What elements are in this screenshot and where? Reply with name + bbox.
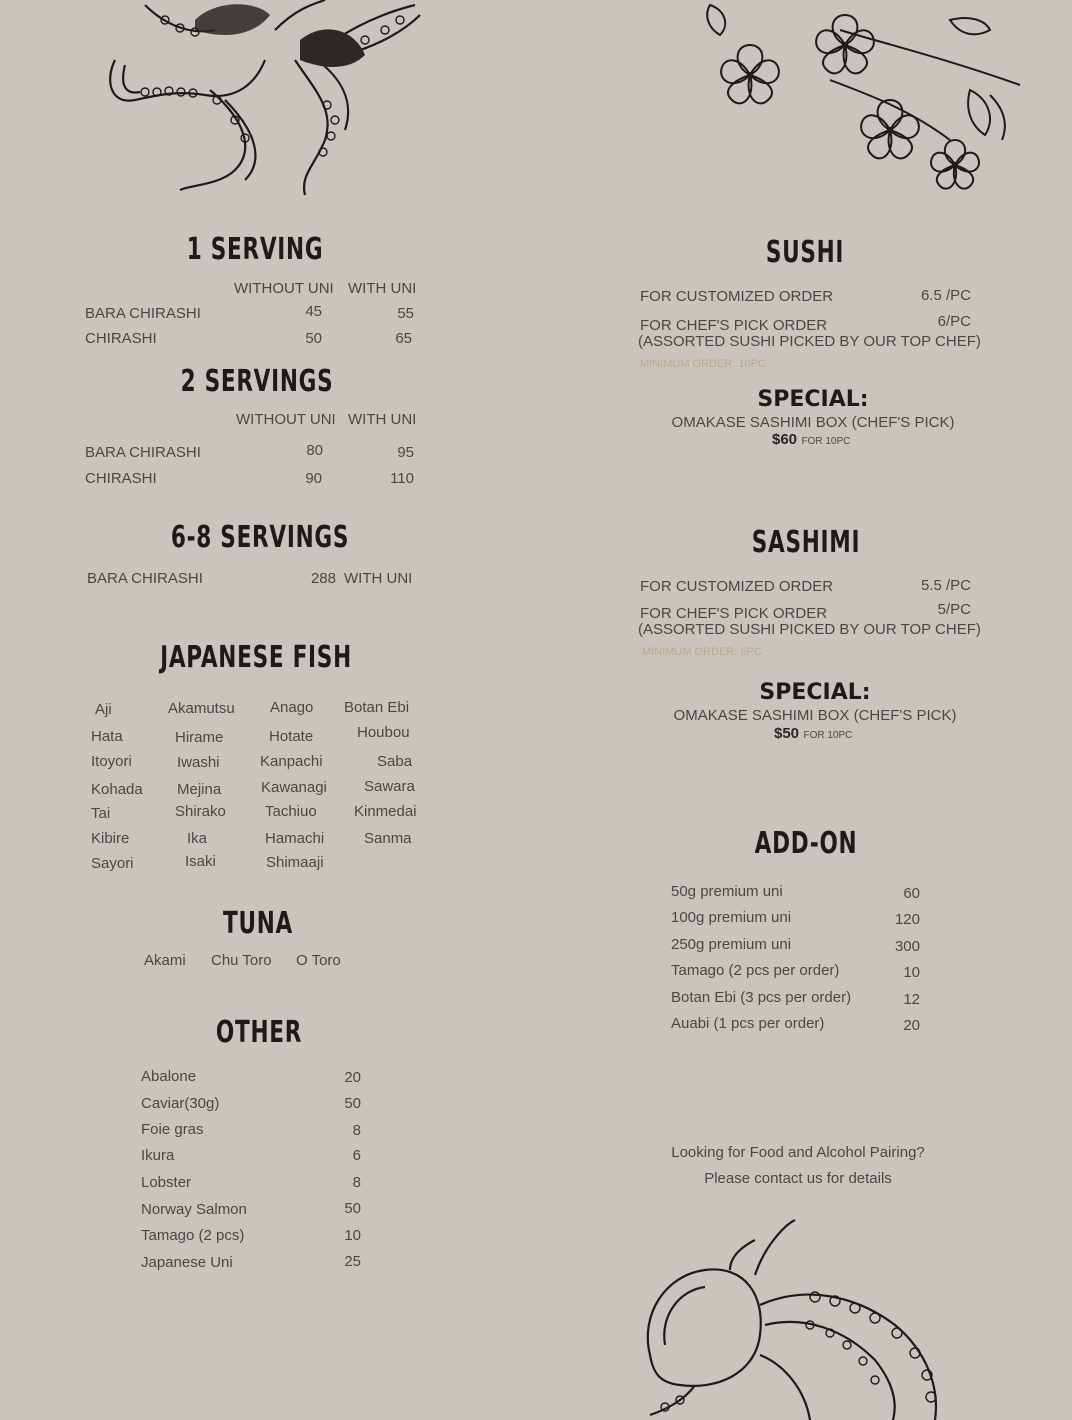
fish-item: Shirako bbox=[175, 803, 226, 820]
serving1-title: 1 SERVING bbox=[186, 232, 324, 267]
cherry-blossom-icon bbox=[690, 0, 1030, 215]
sashimi-custom-label: FOR CUSTOMIZED ORDER bbox=[640, 578, 834, 595]
fish-item: Isaki bbox=[185, 853, 216, 870]
sashimi-chef-price: 5/PC bbox=[937, 601, 971, 618]
menu-item-price: 80 bbox=[306, 442, 323, 459]
tuna-item: Akami bbox=[144, 952, 186, 969]
menu-item-name: Auabi (1 pcs per order) bbox=[671, 1015, 825, 1032]
menu-item-name: 250g premium uni bbox=[671, 936, 792, 953]
menu-item-price: 50 bbox=[344, 1095, 361, 1112]
fish-item: Kohada bbox=[91, 781, 143, 798]
menu-item-name: Tamago (2 pcs per order) bbox=[671, 962, 840, 979]
fish-item: Hata bbox=[91, 728, 123, 745]
serving68-item-name: BARA CHIRASHI bbox=[87, 570, 203, 587]
menu-item-name: Japanese Uni bbox=[141, 1254, 233, 1271]
fish-item: Kibire bbox=[91, 830, 130, 847]
menu-item-price: 10 bbox=[344, 1227, 361, 1244]
menu-item-name: 100g premium uni bbox=[671, 909, 792, 926]
menu-item-price: 20 bbox=[903, 1017, 920, 1034]
menu-item-price: 300 bbox=[894, 938, 920, 955]
fish-item: Akamutsu bbox=[168, 700, 235, 717]
sushi-special-price: $60 bbox=[772, 431, 798, 448]
fish-item: Saba bbox=[377, 753, 413, 770]
fish-item: Sawara bbox=[364, 778, 415, 795]
sushi-special-price-line bbox=[772, 431, 850, 449]
menu-item-price: 20 bbox=[344, 1069, 361, 1086]
pairing-line-2: Please contact us for details bbox=[704, 1170, 892, 1187]
fish-item: Sanma bbox=[364, 830, 412, 847]
menu-item-name: 50g premium uni bbox=[671, 883, 783, 900]
other-title: OTHER bbox=[215, 1015, 303, 1050]
sushi-chef-label: FOR CHEF'S PICK ORDER bbox=[640, 317, 828, 334]
fish-item: Botan Ebi bbox=[344, 699, 410, 716]
fish-item: Hotate bbox=[269, 728, 314, 745]
menu-item-name: CHIRASHI bbox=[85, 470, 157, 487]
serving2-col-with: WITH UNI bbox=[348, 411, 417, 428]
fish-item: Tai bbox=[91, 805, 111, 822]
menu-item-name: BARA CHIRASHI bbox=[85, 444, 201, 461]
menu-item-name: Ikura bbox=[141, 1147, 175, 1164]
menu-item-price: 8 bbox=[352, 1122, 361, 1139]
menu-item-price: 55 bbox=[397, 305, 414, 322]
octopus-bottom-right-icon bbox=[635, 1215, 965, 1420]
serving68-price: 288 bbox=[310, 570, 336, 587]
serving2-title: 2 SERVINGS bbox=[180, 364, 334, 399]
menu-item-name: Botan Ebi (3 pcs per order) bbox=[671, 989, 852, 1006]
fish-item: Houbou bbox=[357, 724, 410, 741]
menu-item-name: Norway Salmon bbox=[141, 1201, 247, 1218]
sushi-custom-label: FOR CUSTOMIZED ORDER bbox=[640, 288, 834, 305]
menu-item-price: 120 bbox=[894, 911, 920, 928]
menu-item-name: Lobster bbox=[141, 1174, 192, 1191]
sashimi-special-qty: FOR 10PC bbox=[803, 730, 853, 741]
sushi-title: SUSHI bbox=[765, 235, 845, 270]
sushi-chef-note: (ASSORTED SUSHI PICKED BY OUR TOP CHEF) bbox=[638, 333, 981, 350]
fish-item: Kawanagi bbox=[261, 779, 327, 796]
pairing-line-1: Looking for Food and Alcohol Pairing? bbox=[671, 1144, 925, 1161]
menu-item-price: 8 bbox=[352, 1174, 361, 1191]
menu-item-price: 6 bbox=[352, 1147, 361, 1164]
fish-item: Sayori bbox=[91, 855, 134, 872]
serving2-col-without: WITHOUT UNI bbox=[236, 411, 336, 428]
sushi-special-name: OMAKASE SASHIMI BOX (CHEF'S PICK) bbox=[671, 414, 955, 431]
menu-item-price: 50 bbox=[344, 1200, 361, 1217]
fish-item: Anago bbox=[270, 699, 314, 716]
menu-item-price: 10 bbox=[903, 964, 920, 981]
fish-item: Kanpachi bbox=[260, 753, 323, 770]
menu-item-price: 50 bbox=[305, 330, 322, 347]
sashimi-custom-price: 5.5 /PC bbox=[920, 577, 971, 594]
fish-item: Shimaaji bbox=[266, 854, 324, 871]
menu-item-price: 45 bbox=[305, 303, 322, 320]
menu-item-price: 12 bbox=[903, 991, 920, 1008]
serving68-note: WITH UNI bbox=[344, 570, 413, 587]
sashimi-special-title: SPECIAL: bbox=[759, 680, 871, 705]
octopus-top-left-icon bbox=[95, 0, 435, 200]
menu-item-price: 25 bbox=[344, 1253, 361, 1270]
fish-item: Itoyori bbox=[91, 753, 132, 770]
sushi-chef-price: 6/PC bbox=[937, 313, 971, 330]
fish-item: Mejina bbox=[177, 781, 222, 798]
tuna-title: TUNA bbox=[223, 906, 293, 941]
fish-item: Ika bbox=[187, 830, 208, 847]
sushi-custom-price: 6.5 /PC bbox=[920, 287, 971, 304]
menu-item-price: 110 bbox=[390, 470, 414, 487]
japanese-fish-title: JAPANESE FISH bbox=[160, 640, 352, 675]
menu-item-name: Abalone bbox=[141, 1068, 197, 1085]
fish-item: Kinmedai bbox=[354, 803, 417, 820]
addon-title: ADD-ON bbox=[754, 826, 858, 861]
menu-item-price: 65 bbox=[395, 330, 412, 347]
sashimi-minimum-order: MINIMUM ORDER: 6PC bbox=[642, 646, 762, 658]
serving1-col-with: WITH UNI bbox=[348, 280, 417, 297]
menu-item-price: 95 bbox=[397, 444, 414, 461]
menu-item-price: 90 bbox=[305, 470, 322, 487]
fish-item: Hamachi bbox=[265, 830, 325, 847]
tuna-item: Chu Toro bbox=[211, 952, 272, 969]
sashimi-chef-label: FOR CHEF'S PICK ORDER bbox=[640, 605, 828, 622]
sashimi-special-price-line bbox=[774, 725, 852, 743]
sashimi-special-name: OMAKASE SASHIMI BOX (CHEF'S PICK) bbox=[673, 707, 957, 724]
menu-item-name: CHIRASHI bbox=[85, 330, 157, 347]
menu-item-name: Foie gras bbox=[141, 1121, 204, 1138]
sashimi-special-price: $50 bbox=[774, 725, 800, 742]
menu-item-price: 60 bbox=[903, 885, 920, 902]
sashimi-title: SASHIMI bbox=[751, 525, 861, 560]
serving1-col-without: WITHOUT UNI bbox=[234, 280, 334, 297]
menu-item-name: Tamago (2 pcs) bbox=[141, 1227, 245, 1244]
fish-item: Hirame bbox=[175, 729, 224, 746]
sushi-special-title: SPECIAL: bbox=[757, 387, 869, 412]
sashimi-chef-note: (ASSORTED SUSHI PICKED BY OUR TOP CHEF) bbox=[638, 621, 981, 638]
menu-item-name: BARA CHIRASHI bbox=[85, 305, 201, 322]
sushi-special-qty: FOR 10PC bbox=[801, 436, 851, 447]
serving68-title: 6-8 SERVINGS bbox=[170, 520, 350, 555]
fish-item: Aji bbox=[95, 701, 112, 718]
menu-item-name: Caviar(30g) bbox=[141, 1095, 220, 1112]
sushi-minimum-order: MINIMUM ORDER: 10PC bbox=[640, 358, 766, 370]
fish-item: Iwashi bbox=[177, 754, 220, 771]
tuna-item: O Toro bbox=[296, 952, 341, 969]
fish-item: Tachiuo bbox=[265, 803, 317, 820]
